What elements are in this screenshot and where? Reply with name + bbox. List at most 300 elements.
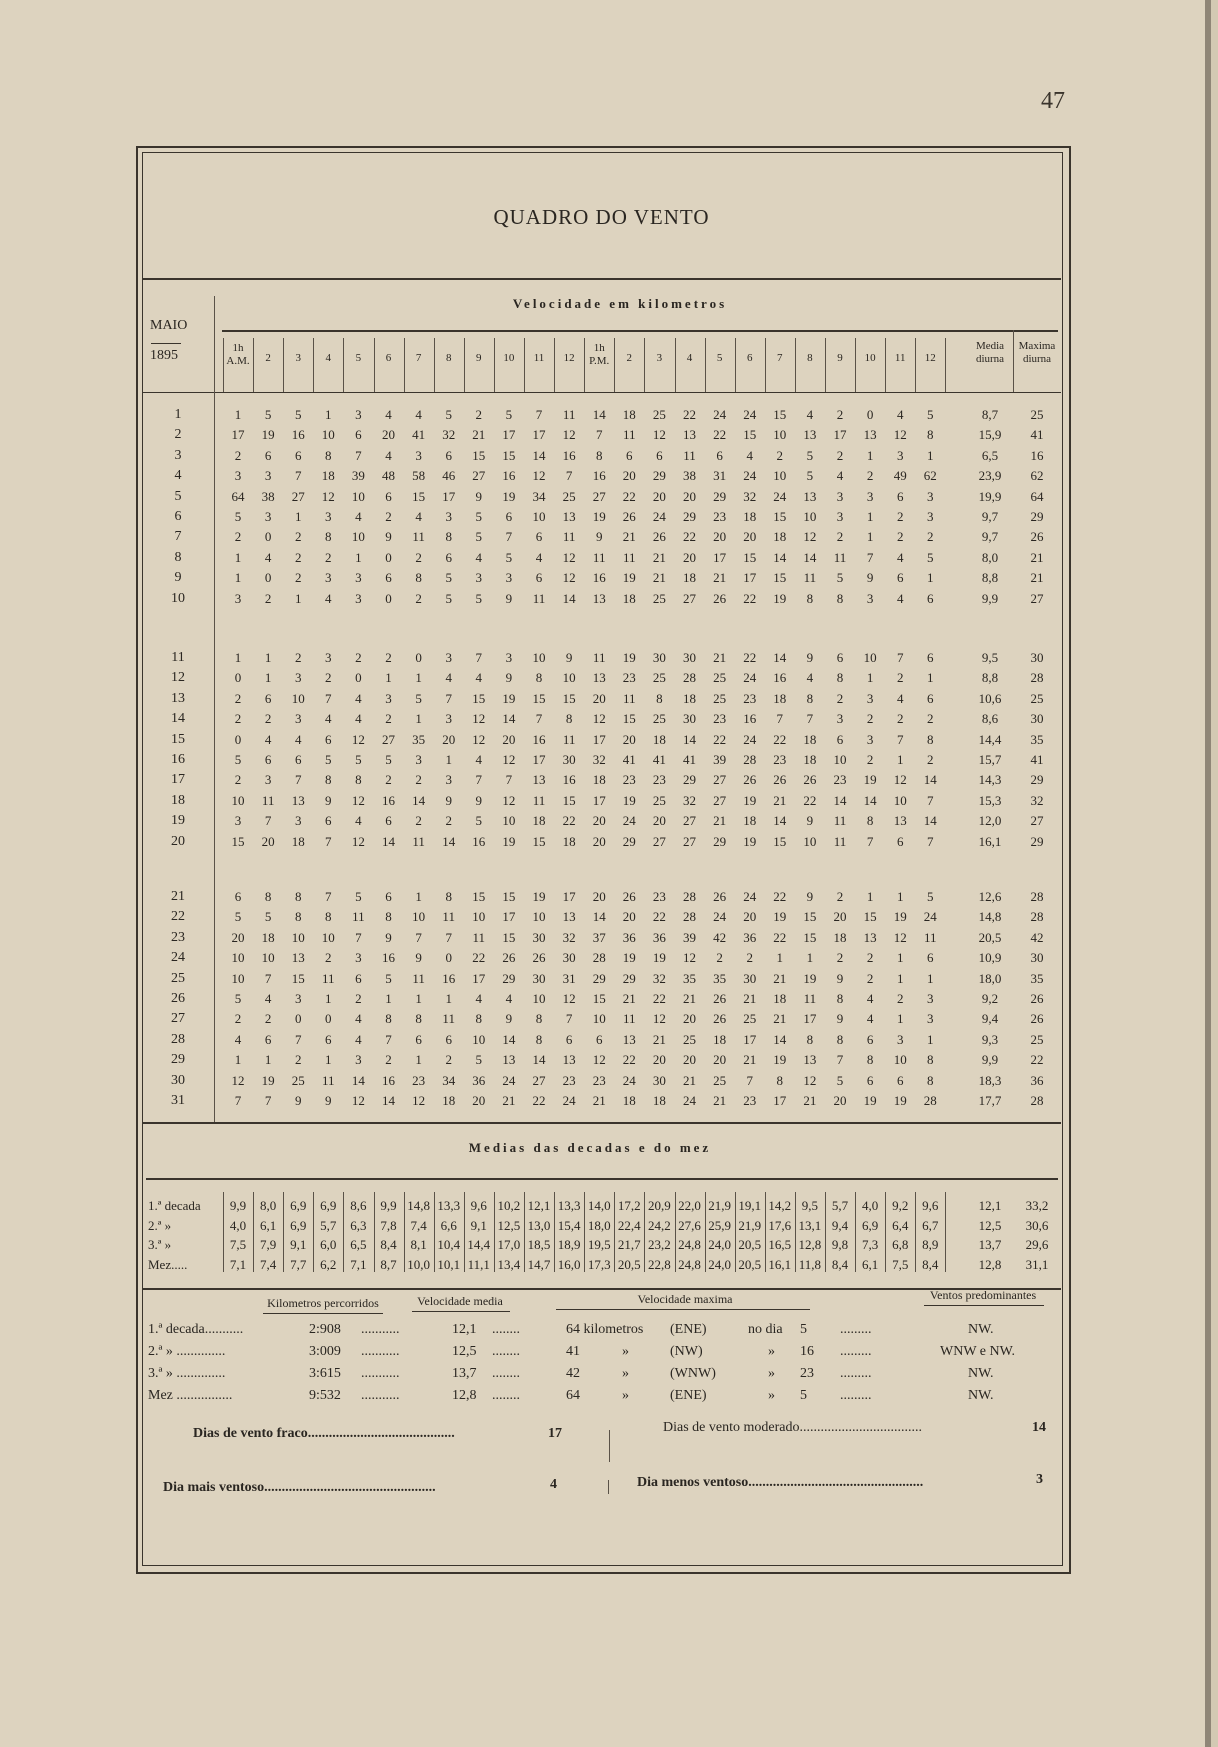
hour-value: 2 [385, 650, 392, 665]
hour-value: 21 [713, 813, 727, 829]
means-value: 22,8 [648, 1256, 671, 1272]
hour-value: 10 [562, 670, 576, 686]
grid-vline [765, 338, 766, 392]
means-value: 13,0 [527, 1217, 551, 1233]
hour-value: 22 [773, 929, 787, 945]
hour-value: 12 [472, 711, 486, 727]
hour-value: 12 [893, 772, 907, 788]
summary-no-dia: » [768, 1388, 775, 1403]
maxima-diurna-value: 29 [1030, 833, 1044, 849]
hour-value: 3 [836, 509, 844, 524]
hour-value: 21 [773, 970, 787, 986]
hour-value: 9 [806, 650, 814, 665]
hour-value: 26 [743, 772, 757, 788]
hour-value: 16 [773, 670, 787, 686]
hour-value: 32 [562, 929, 576, 945]
hour-value: 27 [592, 488, 606, 504]
hour-value: 20 [382, 427, 395, 443]
hour-value: 2 [746, 950, 753, 966]
hour-value: 26 [652, 529, 666, 545]
hour-value: 19 [261, 427, 275, 443]
hour-value: 27 [652, 833, 666, 849]
hour-value: 8 [325, 529, 332, 545]
hour-value: 7 [385, 1031, 392, 1047]
hour-value: 13 [562, 509, 576, 524]
hour-value: 3 [264, 772, 272, 788]
hour-value: 2 [836, 889, 844, 904]
month-label: MAIO [150, 318, 188, 333]
hour-value: 15 [502, 929, 516, 945]
hour-value: 21 [683, 1072, 696, 1088]
means-value: 4,0 [229, 1217, 247, 1233]
hour-value: 9 [595, 529, 603, 545]
hour-value: 15 [502, 889, 516, 904]
hour-value: 28 [592, 950, 606, 966]
hour-value: 1 [385, 670, 392, 686]
hour-value: 1 [866, 447, 874, 463]
hour-value: 15 [743, 427, 757, 443]
hour-value: 11 [833, 549, 847, 565]
grid-vline [434, 338, 435, 392]
hour-value: 18 [803, 731, 817, 747]
hour-value: 4 [896, 407, 904, 422]
means-vline [584, 1192, 585, 1272]
hour-value: 8 [475, 1011, 483, 1027]
hour-value: 12 [562, 991, 576, 1006]
hour-value: 7 [264, 970, 272, 986]
means-divider [142, 1122, 1061, 1124]
hour-value: 16 [562, 447, 576, 463]
hour-value: 15 [773, 833, 787, 849]
hour-value: 2 [896, 991, 904, 1006]
hour-header: 3 [295, 352, 301, 364]
hour-value: 18 [713, 1031, 727, 1047]
summary-no-dia: » [768, 1344, 775, 1359]
summary-max-value: 64 kilometros [566, 1322, 644, 1337]
means-value: 8,7 [380, 1256, 397, 1272]
hour-value: 6 [264, 752, 272, 767]
hour-value: 14 [773, 549, 787, 565]
hour-value: 35 [713, 970, 727, 986]
means-value: 8,1 [410, 1237, 427, 1252]
hour-value: 13 [291, 950, 305, 966]
hour-value: 6 [565, 1031, 573, 1047]
hour-value: 11 [472, 929, 486, 945]
hour-value: 14 [803, 549, 817, 565]
hour-value: 2 [325, 950, 332, 966]
hour-value: 18 [773, 991, 787, 1006]
means-value: 17,6 [768, 1217, 792, 1233]
hour-value: 15 [472, 690, 486, 706]
hour-value: 4 [896, 549, 904, 565]
hour-value: 29 [652, 468, 666, 484]
hour-value: 3 [234, 813, 242, 829]
maxima-diurna-value: 29 [1030, 509, 1044, 524]
hour-value: 11 [322, 1072, 335, 1088]
hour-value: 11 [592, 650, 606, 665]
hour-value: 25 [652, 711, 666, 727]
hour-value: 30 [532, 929, 546, 945]
hour-value: 22 [713, 731, 727, 747]
hour-value: 26 [713, 889, 727, 904]
summary-km: 3:009 [309, 1344, 341, 1359]
hour-value: 3 [445, 711, 452, 727]
hour-value: 1 [415, 889, 422, 904]
hour-value: 41 [652, 752, 666, 767]
hour-value: 19 [622, 650, 636, 665]
hour-value: 7 [355, 447, 362, 463]
means-maxima-value: 29,6 [1025, 1237, 1049, 1252]
hour-value: 22 [532, 1093, 546, 1108]
hour-value: 13 [803, 427, 817, 443]
hour-value: 23 [773, 752, 787, 767]
grid-vline [464, 338, 465, 392]
hour-header: 5 [716, 352, 723, 364]
summary-pred: NW. [968, 1366, 994, 1381]
means-value: 25,9 [708, 1217, 731, 1233]
hour-value: 27 [683, 590, 696, 606]
summary-km: 3:615 [309, 1366, 341, 1381]
grid-vline [885, 338, 886, 392]
hour-value: 8 [806, 1031, 814, 1047]
hour-value: 38 [683, 468, 696, 484]
means-value: 8,0 [259, 1198, 277, 1213]
hour-value: 19 [743, 792, 757, 808]
hour-value: 14 [502, 1031, 516, 1047]
hour-value: 0 [325, 1011, 332, 1027]
hour-value: 12 [562, 549, 576, 565]
hour-value: 4 [475, 670, 483, 686]
hour-value: 17 [833, 427, 847, 443]
hour-value: 15 [773, 407, 787, 422]
year-label: 1895 [150, 348, 178, 363]
hour-value: 1 [355, 549, 362, 565]
hour-value: 5 [234, 991, 242, 1006]
hour-value: 19 [863, 1093, 877, 1108]
summary-direction: (WNW) [670, 1366, 716, 1381]
means-vline [253, 1192, 254, 1272]
hour-value: 8 [535, 1011, 543, 1027]
hour-value: 5 [355, 752, 362, 767]
summary-quote: » [622, 1366, 629, 1381]
maxima-diurna-value: 27 [1030, 813, 1044, 829]
dia-mais-ventoso-value: 4 [550, 1477, 557, 1492]
hour-value: 0 [866, 407, 874, 422]
hour-value: 1 [234, 1052, 242, 1068]
hour-value: 29 [622, 833, 636, 849]
means-value: 24,0 [708, 1237, 731, 1252]
hour-value: 27 [713, 772, 727, 788]
hour-value: 10 [803, 833, 817, 849]
hour-value: 8 [264, 889, 272, 904]
hour-value: 23 [713, 711, 727, 727]
hour-value: 17 [592, 792, 606, 808]
hour-value: 7 [505, 772, 513, 788]
hour-value: 3 [294, 711, 302, 727]
means-value: 10,4 [437, 1237, 461, 1252]
hour-value: 8 [776, 1072, 784, 1088]
summary-dia: 5 [800, 1388, 807, 1403]
hour-value: 1 [234, 407, 242, 422]
means-value: 19,5 [587, 1237, 611, 1252]
means-row-label: 2.ª » [148, 1217, 172, 1233]
hour-header: 12 [924, 352, 936, 364]
hour-value: 12 [351, 1093, 365, 1108]
hour-value: 16 [532, 731, 546, 747]
hour-value: 18 [773, 529, 787, 545]
hour-value: 19 [773, 1052, 787, 1068]
means-value: 8,9 [922, 1237, 939, 1252]
hour-value: 5 [415, 690, 422, 706]
hour-value: 9 [385, 929, 392, 945]
hour-value: 6 [385, 813, 392, 829]
hour-value: 3 [325, 509, 332, 524]
day-number: 4 [174, 468, 182, 484]
hour-value: 8 [415, 1011, 422, 1027]
hour-value: 2 [385, 711, 392, 727]
hour-value: 20 [472, 1093, 486, 1108]
hour-value: 10 [472, 1031, 486, 1047]
hour-value: 5 [234, 909, 242, 925]
means-vline [343, 1192, 344, 1272]
hour-value: 6 [896, 833, 904, 849]
hour-value: 21 [773, 792, 787, 808]
hour-value: 7 [475, 650, 483, 665]
means-vline [765, 1192, 766, 1272]
dias-vento-fraco-value: 17 [548, 1426, 562, 1441]
hour-value: 3 [325, 650, 332, 665]
hour-value: 20 [683, 1011, 696, 1027]
media-diurna-value: 14,8 [978, 909, 1002, 925]
hour-value: 11 [442, 909, 455, 925]
hour-value: 6 [836, 731, 844, 747]
hour-value: 30 [532, 970, 546, 986]
hour-value: 5 [475, 509, 483, 524]
hour-value: 4 [505, 991, 513, 1006]
means-value: 6,3 [350, 1217, 367, 1233]
hour-value: 30 [652, 650, 666, 665]
hour-value: 6 [716, 447, 723, 463]
hour-value: 6 [385, 570, 392, 586]
hour-value: 12 [652, 1011, 666, 1027]
hour-value: 5 [475, 813, 483, 829]
hour-value: 42 [713, 929, 727, 945]
hour-value: 8 [927, 1052, 934, 1068]
hour-value: 24 [923, 909, 937, 925]
summary-label: 3.ª » .............. [148, 1366, 226, 1381]
hour-value: 1 [325, 1052, 332, 1068]
hour-value: 48 [382, 468, 395, 484]
hour-value: 35 [412, 731, 426, 747]
hour-value: 19 [592, 509, 606, 524]
maxima-diurna-value: 35 [1030, 731, 1044, 747]
hour-header: 1h A.M. [226, 342, 250, 367]
hour-value: 8 [595, 447, 603, 463]
hour-value: 28 [923, 1093, 937, 1108]
hour-value: 2 [866, 950, 874, 966]
hour-value: 8 [325, 772, 332, 788]
hour-value: 32 [652, 970, 666, 986]
hour-value: 27 [382, 731, 395, 747]
day-number: 22 [171, 909, 185, 925]
hour-value: 19 [622, 570, 636, 586]
hour-value: 3 [264, 509, 272, 524]
hour-value: 9 [294, 1093, 302, 1108]
day-number: 2 [174, 427, 182, 443]
maxima-diurna-value: 26 [1030, 529, 1044, 545]
hour-value: 17 [773, 1093, 787, 1108]
means-value: 9,6 [922, 1198, 939, 1213]
maxima-diurna-value: 25 [1030, 690, 1044, 706]
hour-value: 7 [595, 427, 603, 443]
grid-vline [253, 338, 254, 392]
hour-value: 11 [833, 833, 847, 849]
hour-value: 17 [743, 1031, 757, 1047]
hour-value: 17 [502, 427, 516, 443]
hour-value: 24 [622, 813, 636, 829]
hour-value: 14 [863, 792, 877, 808]
hour-value: 8 [927, 427, 934, 443]
hour-value: 10 [261, 950, 275, 966]
hour-value: 7 [475, 772, 483, 788]
hour-value: 6 [264, 1031, 272, 1047]
hour-value: 14 [442, 833, 456, 849]
hour-value: 4 [896, 590, 904, 606]
hour-value: 19 [622, 792, 636, 808]
media-diurna-value: 9,9 [981, 590, 999, 606]
day-number: 16 [171, 752, 185, 767]
hour-value: 19 [773, 590, 787, 606]
hour-value: 13 [532, 772, 546, 788]
hour-value: 3 [355, 590, 362, 606]
hour-value: 6 [626, 447, 633, 463]
hour-value: 30 [562, 752, 576, 767]
hour-value: 8 [535, 1031, 543, 1047]
hour-value: 18 [833, 929, 847, 945]
media-diurna-value: 6,5 [981, 447, 999, 463]
hour-value: 14 [592, 407, 606, 422]
hour-value: 5 [355, 889, 362, 904]
hour-value: 19 [502, 690, 516, 706]
hour-value: 15 [622, 711, 636, 727]
hour-value: 5 [294, 407, 302, 422]
summary-brace-max [556, 1309, 810, 1310]
hour-value: 17 [532, 427, 546, 443]
hour-value: 0 [445, 950, 452, 966]
means-value: 27,6 [678, 1217, 701, 1233]
hour-value: 4 [415, 407, 422, 422]
summary-pred: WNW e NW. [940, 1344, 1016, 1359]
means-value: 6,0 [320, 1237, 337, 1252]
hour-value: 15 [532, 833, 546, 849]
hour-value: 2 [294, 549, 302, 565]
footer-separator-top [609, 1430, 610, 1462]
hour-value: 15 [562, 690, 576, 706]
hour-value: 5 [385, 970, 392, 986]
summary-label: Mez ................ [148, 1388, 233, 1403]
means-value: 12,1 [527, 1198, 551, 1213]
hour-value: 29 [683, 772, 696, 788]
hour-value: 2 [294, 570, 302, 586]
hour-value: 15 [773, 509, 787, 524]
maxima-diurna-value: 26 [1030, 991, 1044, 1006]
hour-header: 6 [385, 352, 392, 364]
hour-value: 1 [325, 407, 332, 422]
hour-value: 5 [505, 407, 513, 422]
hour-value: 10 [863, 650, 877, 665]
hour-value: 14 [833, 792, 847, 808]
hour-value: 29 [502, 970, 516, 986]
hour-value: 4 [475, 549, 483, 565]
means-value: 9,6 [470, 1198, 487, 1213]
summary-brace-km [263, 1313, 383, 1314]
maxima-diurna-value: 35 [1030, 970, 1044, 986]
media-diurna-value: 8,0 [981, 549, 999, 565]
hour-value: 12 [502, 792, 516, 808]
hour-value: 20 [622, 731, 636, 747]
hour-value: 21 [622, 529, 636, 545]
hour-value: 9 [836, 1011, 844, 1027]
hour-value: 6 [234, 889, 242, 904]
hour-value: 34 [442, 1072, 456, 1088]
means-value: 20,9 [648, 1198, 671, 1213]
hour-value: 12 [683, 950, 696, 966]
hour-value: 7 [806, 711, 814, 727]
hour-value: 20 [833, 1093, 847, 1108]
hour-value: 10 [321, 929, 335, 945]
hour-value: 1 [896, 970, 904, 986]
means-value: 17,3 [587, 1256, 611, 1272]
grid-vline [283, 338, 284, 392]
summary-label: 2.ª » .............. [148, 1344, 226, 1359]
hour-value: 26 [773, 772, 787, 788]
hour-value: 0 [385, 549, 392, 565]
hour-value: 16 [592, 468, 606, 484]
means-vline [313, 1192, 314, 1272]
hour-value: 4 [415, 509, 422, 524]
media-diurna-value: 10,9 [978, 950, 1002, 966]
page-title: QUADRO DO VENTO [493, 205, 710, 229]
media-diurna-value: 12,0 [978, 813, 1002, 829]
hour-value: 3 [264, 468, 272, 484]
hour-value: 27 [713, 792, 727, 808]
hour-value: 3 [294, 813, 302, 829]
hour-value: 18 [592, 772, 606, 788]
summary-dia: 16 [800, 1344, 814, 1359]
hour-value: 9 [505, 670, 513, 686]
hour-value: 6 [535, 570, 543, 586]
day-number: 28 [171, 1031, 185, 1047]
hour-value: 28 [683, 670, 696, 686]
hour-value: 2 [264, 1011, 272, 1027]
summary-dots: ......... [840, 1344, 872, 1359]
means-value: 8,6 [350, 1198, 367, 1213]
means-value: 18,9 [557, 1237, 581, 1252]
hour-value: 3 [325, 570, 332, 586]
hour-value: 41 [622, 752, 636, 767]
day-number: 19 [171, 813, 185, 829]
day-number: 30 [171, 1072, 185, 1088]
maxima-diurna-value: 64 [1030, 488, 1044, 504]
hour-value: 21 [622, 991, 636, 1006]
hour-value: 11 [322, 970, 335, 986]
hour-value: 22 [773, 731, 787, 747]
hour-value: 36 [472, 1072, 486, 1088]
means-value: 21,9 [708, 1198, 731, 1213]
hour-value: 16 [382, 1072, 395, 1088]
summary-brace-vel [412, 1311, 510, 1312]
means-value: 9,9 [229, 1198, 247, 1213]
